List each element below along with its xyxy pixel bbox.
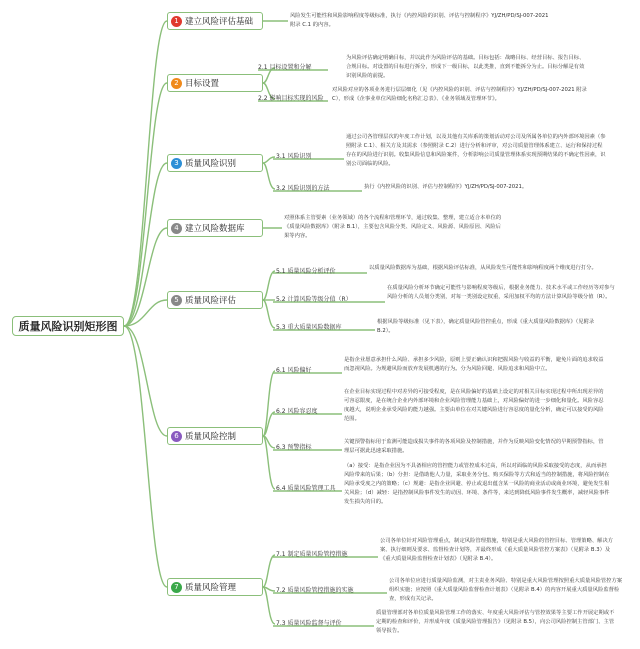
number-4-icon: 4 (171, 223, 182, 234)
number-1-icon: 1 (171, 16, 182, 27)
sub-6-2-label: 6.2 风险容忍度 (276, 408, 318, 415)
branch-3-node (167, 154, 263, 172)
sub-2-2-description: 对风险对应的各项业务进行层层细化（见《内控风险的识别、评估与控制程序》YJ/ZH/PD/SJ-007-2021 附录 C），形成《企事业单位风险细化名称汇总表》、《业务领域及管理环节》。 (332, 87, 587, 102)
sub-5-2-label: 5.2 计算风险等级分值（R） (276, 296, 352, 303)
sub-5-3-description: 根据风险等级标准（见下表），确定质量风险管控重点，形成《重大质量风险数据库》（见附录 B.2）。 (377, 319, 595, 334)
sub-7-1-label: 7.1 制定质量风险管控措施 (276, 551, 348, 558)
sub-6-1-description: 是指企业愿意承担什么风险、承担多少风险，原则上要正确认识和把握风险与收益的平衡，避免片面的追求收益而忽视风险。为规避风险而放弃发展机遇的行为。分为风险回避、风险追求和风险中立。 (344, 357, 604, 372)
sub-3-1-description: 通过公司各管理层次的年度工作计划，以及其他有关库系的策划活动对公司及所属各单位的内外部环境因素（参照附录 C.1）、相关方及其需求（参照附录 C.2）进行分析和评审，对公司质量管理体系建立、运行和保持过程存在的风险进行识别。收集风险信息和风险案件，分析影响公司质量管理体系实现预期结果的不确定性因素，识别公司面临的风险。 (346, 134, 606, 167)
sub-6-4-description: （a）接受：是指企业因为不具备相应的管控能力或管控成本过高，所以对面临的风险采取接受的态度，从而承担风险带来的后果；（b）分担：是借助他人力量，采取业务分包、购买保险等方式和适当的控制措施，将风险控制在风险承受度之内的策略；（c）规避：是指企业回避、停止或退出蕴含某一风险的商业活动或商业环境，避免发生相关风险；（d）减轻：是指控制风险事件发生的动因、环境、条件等，来达到降低风险事件发生概率，减轻风险事件发生损失的目的。 (344, 463, 610, 505)
sub-7-2-label: 7.2 质量风险管控措施的实施 (276, 587, 354, 594)
branch-2-node (167, 74, 263, 92)
sub-6-1-label: 6.1 风险偏好 (276, 367, 312, 374)
branch-1-label: 建立风险评估基础 (185, 17, 254, 27)
sub-7-1-description: 公司各单位针对风险管理重点，制定风险管理措施，特别是重大风险的管控目标、管理策略、解决方案、执行细则及要求、监督检查计划等，并最终形成《重大质量风险管控方案表》（见附录 B.3）及《重大质量风险监督检查计划表》（见附录 B.4）。 (380, 538, 614, 562)
number-7-icon: 7 (171, 582, 182, 593)
number-2-icon: 2 (171, 78, 182, 89)
number-6-icon: 6 (171, 431, 182, 442)
sub-6-3-description: 关键预警指标用于监测可能造成损失事件的各项风险及控制措施，并作为反映风险变化情况的早期预警指标，管理层可据此迅速采取措施。 (344, 439, 604, 454)
branch-5-label: 质量风险评估 (185, 296, 237, 306)
branch-4-node (167, 219, 263, 237)
sub-2-1-label: 2.1 目标设置和分解 (258, 64, 312, 71)
sub-2-1-description: 为风险评估确定明确目标，并以此作为风险评估的基础。目标包括：战略目标、经营目标、报告目标、合规目标。对设置的目标进行拆分，形成下一级目标，以此类推，直到不能拆分为止。目标分解是有效识别风险的前提。 (346, 55, 585, 79)
sub-6-2-description: 在企业目标实现过程中对差异的可接受程度，是在风险偏好的基础上设定的对相关目标实现过程中所出现差异的可容忍限度，是在统合企业内外部环境和企业风险管理能力基础上，对风险偏好的进一步细化和量化。风险容忍度越大，说明企业承受风险的能力越强。主要由单位在对关键风险进行容忍度的量化分析，确定可以接受的风险范围。 (344, 389, 604, 422)
sub-3-1-label: 3.1 风险识别 (276, 153, 312, 160)
sub-7-3-description: 质量管理部对各单位质量风险管理工作的落实、年度重大风险评估与管控效果等主要工作开展定期或不定期的检查和评价，并形成年度《质量风险管理报告》（见附录 B.5），向公司风险控制主管部门、主管领导报告。 (376, 610, 615, 634)
branch-1-node (167, 12, 263, 30)
sub-5-1-label: 5.1 质量风险分析评价 (276, 268, 336, 275)
number-3-icon: 3 (171, 158, 182, 169)
branch-4-description: 对照体系主管要素（业务领域）的各个流程和管理环节，通过收集、整理，建立适合本单位的《质量风险数据库》（附录 B.1），主要包含风险分类、风险定义、风险源、风险原因、风险后果等内容。 (284, 215, 502, 239)
root-node: 质量风险识别矩形图 (12, 316, 124, 336)
sub-7-3-label: 7.3 质量风险监督与评价 (276, 620, 342, 627)
sub-7-2-description: 公司各单位应进行质量风险监测，对主责业务风险、特别是重大风险管理按照重大质量风险管控方案组织实施；应按照《重大质量风险监督检查计划表》（见附录 B.4）的内容开展重大质量风险监督检查，形成有关记录。 (389, 578, 623, 602)
branch-2-label: 目标设置 (185, 79, 220, 89)
branch-6-node (167, 427, 263, 445)
sub-3-2-description: 执行《内控风险的识别、评估与控制程序》YJ/ZH/PD/SJ-007-2021。 (364, 184, 528, 190)
branch-5-node (167, 291, 263, 309)
sub-5-1-description: 以质量风险数据库为基础，根据风险评估标准，从风险发生可能性和影响程度两个维度进行打分。 (369, 265, 597, 271)
branch-7-node (167, 578, 263, 596)
branch-3-label: 质量风险识别 (185, 159, 237, 169)
branch-7-label: 质量风险管理 (185, 583, 237, 593)
sub-6-4-label: 6.4 质量风险管理工具 (276, 485, 336, 492)
sub-2-2-label: 2.2 影响目标实现的风险 (258, 95, 324, 102)
sub-5-3-label: 5.3 重大质量风险数据库 (276, 324, 342, 331)
number-5-icon: 5 (171, 295, 182, 306)
branch-4-label: 建立风险数据库 (185, 224, 245, 234)
sub-5-2-description: 在质量风险分析环节确定可能性与影响程度等级后，根据业务能力、技术水平或工作经历等对参与风险分析的人员划分类别，对每一类别设定权重，采用加权平均的方法计算风险等级分值（R）。 (387, 285, 615, 300)
sub-6-3-label: 6.3 预警指标 (276, 444, 312, 451)
sub-3-2-label: 3.2 风险识别的方法 (276, 185, 330, 192)
branch-1-description: 风险发生可能性和风险影响程度等级标准，执行《内控风险的识别、评估与控制程序》YJ/ZH/PD/SJ-007-2021 附录 C.1 的内容。 (290, 13, 549, 28)
branch-6-label: 质量风险控制 (185, 432, 237, 442)
